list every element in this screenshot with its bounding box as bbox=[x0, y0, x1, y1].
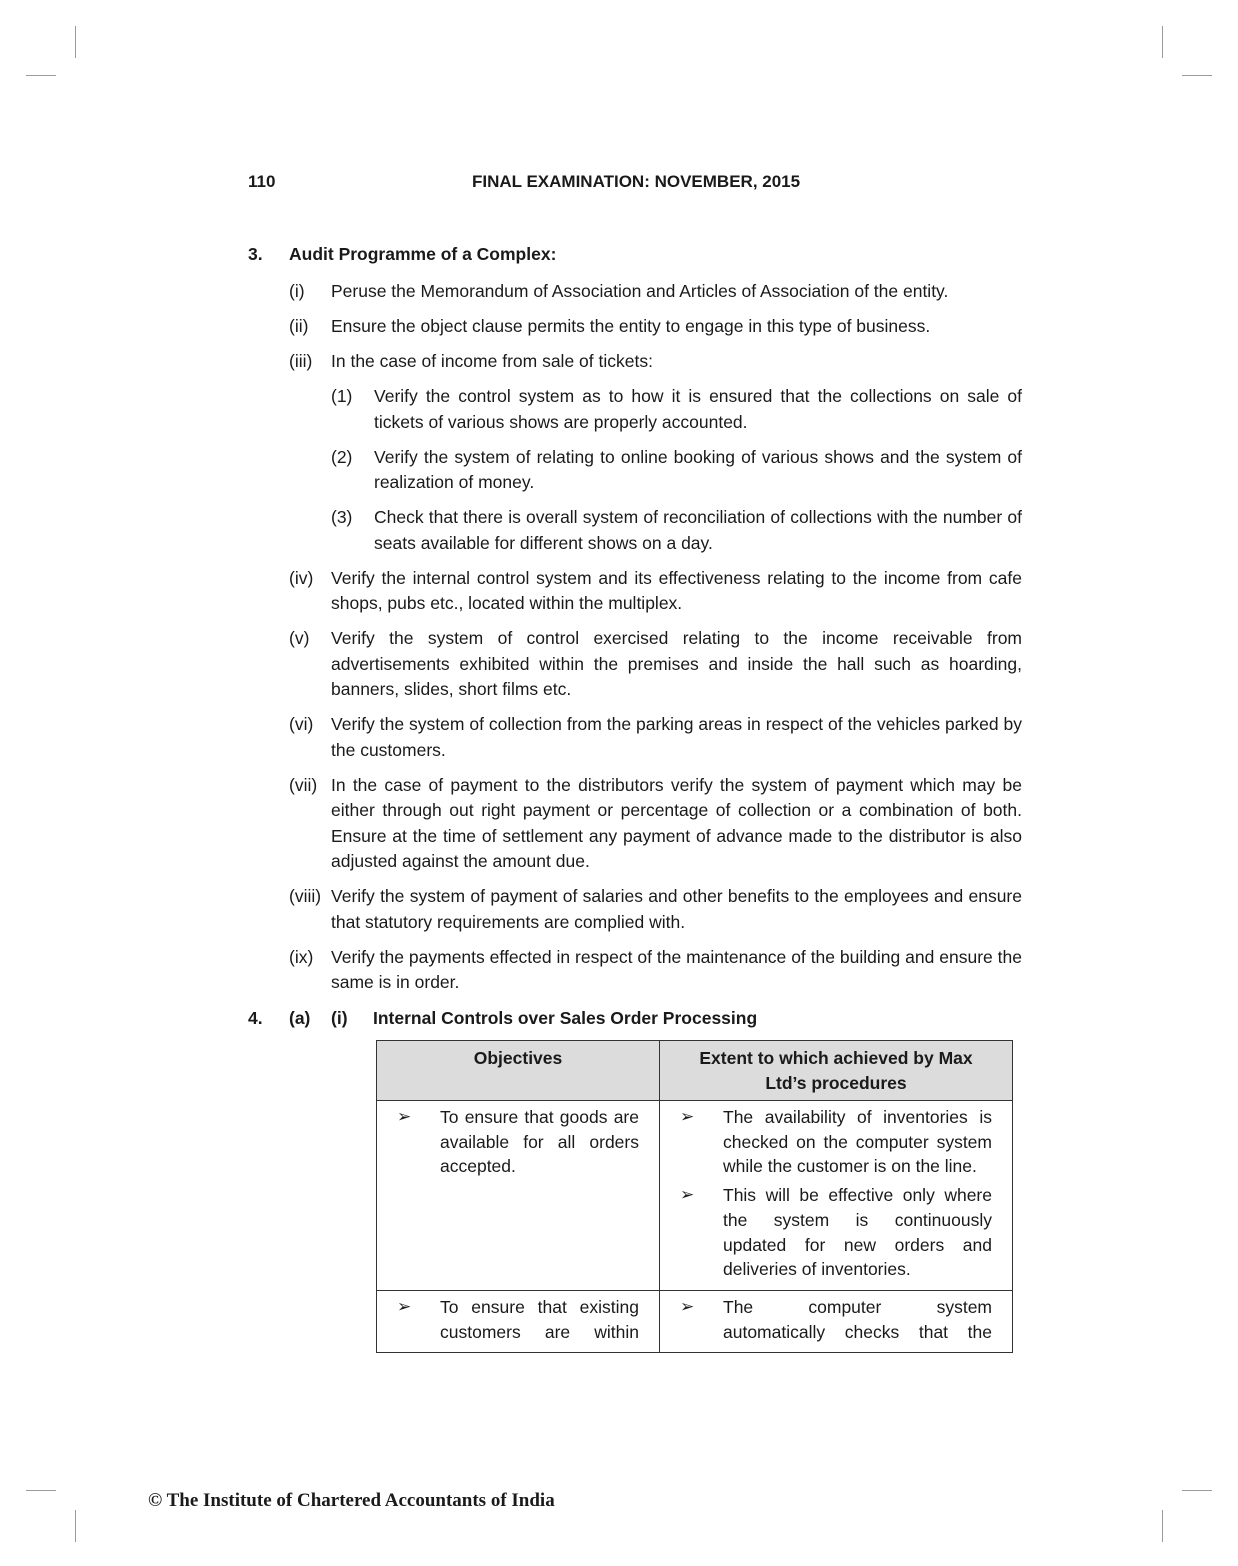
item-text: Check that there is overall system of reconciliation of collections with the number of seats available for different shows on a day. bbox=[374, 507, 1022, 553]
item-text: Verify the system of relating to online booking of various shows and the system of realization of money. bbox=[374, 446, 1022, 492]
page-header-title: FINAL EXAMINATION: NOVEMBER, 2015 bbox=[472, 172, 801, 191]
ticket-income-sublist bbox=[331, 384, 1022, 556]
extent-cell bbox=[660, 1101, 1013, 1291]
column-header-objectives: Objectives bbox=[377, 1041, 660, 1101]
crop-mark bbox=[1162, 26, 1163, 58]
bullet-point bbox=[397, 1105, 639, 1179]
internal-controls-table bbox=[376, 1040, 1013, 1353]
objective-cell bbox=[377, 1101, 660, 1291]
list-item bbox=[289, 773, 1022, 875]
arrow-bullet-icon: ➢ bbox=[397, 1107, 412, 1126]
item-text: Verify the control system as to how it is ensured that the collections on sale of tickets of various shows are properly accounted. bbox=[374, 386, 1022, 432]
table-header-row bbox=[377, 1041, 1013, 1101]
page-number: 110 bbox=[248, 172, 276, 191]
question-number: 4. bbox=[248, 1008, 263, 1028]
item-label: (ix) bbox=[289, 946, 314, 967]
crop-mark bbox=[26, 75, 56, 76]
arrow-bullet-icon: ➢ bbox=[680, 1185, 695, 1205]
bullet-text: The computer system automatically checks that the bbox=[723, 1296, 992, 1342]
item-label: (vii) bbox=[289, 774, 318, 795]
crop-mark bbox=[1162, 1510, 1163, 1542]
bullet-text: This will be effective only where the system is continuously updated for new orders and deliveries of inventories. bbox=[723, 1185, 992, 1280]
objective-cell bbox=[377, 1290, 660, 1352]
bullet-point bbox=[680, 1105, 992, 1179]
item-text: Verify the payments effected in respect of the maintenance of the building and ensure the same is in order. bbox=[331, 946, 1022, 992]
item-text: Verify the system of payment of salaries and other benefits to the employees and ensure that statutory requirements are complied with. bbox=[331, 886, 1022, 932]
item-label: (2) bbox=[331, 446, 353, 467]
item-text: In the case of income from sale of tickets: bbox=[331, 351, 653, 371]
list-item bbox=[289, 712, 1022, 763]
table-row bbox=[377, 1290, 1013, 1352]
column-header-extent: Extent to which achieved by Max Ltd’s procedures bbox=[660, 1041, 1013, 1101]
item-label: (ii) bbox=[289, 316, 309, 336]
item-text: Peruse the Memorandum of Association and Articles of Association of the entity. bbox=[331, 281, 949, 301]
item-label: (3) bbox=[331, 507, 353, 527]
sub-list-item bbox=[331, 505, 1022, 556]
bullet-text: To ensure that existing customers are within bbox=[440, 1296, 639, 1342]
arrow-bullet-icon: ➢ bbox=[680, 1107, 695, 1126]
list-item bbox=[289, 566, 1022, 617]
question-subpart: (i) bbox=[331, 1008, 348, 1028]
question-title: Internal Controls over Sales Order Processing bbox=[373, 1008, 758, 1028]
bullet-point bbox=[397, 1295, 639, 1344]
item-label: (v) bbox=[289, 628, 310, 648]
item-text: Verify the internal control system and its effectiveness relating to the income from cafe shops, pubs etc., located within the multiplex. bbox=[331, 567, 1022, 613]
item-label: (1) bbox=[331, 386, 353, 406]
crop-mark bbox=[1182, 75, 1212, 76]
item-label: (i) bbox=[289, 281, 305, 301]
extent-cell bbox=[660, 1290, 1013, 1352]
item-label: (viii) bbox=[289, 886, 322, 906]
question-number: 3. bbox=[248, 244, 263, 264]
item-text: In the case of payment to the distributors verify the system of payment which may be either through out right payment or percentage of collection or a combination of both. Ensure at the time of settlement any payment of advance made to the distributor is also adjusted against the amount due. bbox=[331, 774, 1022, 871]
crop-mark bbox=[26, 1490, 56, 1491]
list-item bbox=[289, 884, 1022, 935]
audit-programme-list bbox=[289, 279, 1022, 1005]
list-item bbox=[289, 314, 1022, 340]
list-item bbox=[289, 279, 1022, 305]
bullet-point bbox=[680, 1183, 992, 1282]
item-text: Ensure the object clause permits the entity to engage in this type of business. bbox=[331, 316, 931, 336]
arrow-bullet-icon: ➢ bbox=[680, 1296, 695, 1316]
item-label: (vi) bbox=[289, 714, 314, 734]
list-item bbox=[289, 349, 1022, 375]
list-item bbox=[289, 626, 1022, 703]
item-label: (iii) bbox=[289, 351, 313, 371]
bullet-text: To ensure that goods are available for all orders accepted. bbox=[440, 1107, 639, 1177]
item-text: Verify the system of control exercised relating to the income receivable from advertisements exhibited within the premises and inside the hall such as hoarding, banners, slides, short films etc. bbox=[331, 628, 1022, 699]
table-row bbox=[377, 1101, 1013, 1291]
sub-list-item bbox=[331, 445, 1022, 496]
item-text: Verify the system of collection from the parking areas in respect of the vehicles parked by the customers. bbox=[331, 714, 1022, 760]
copyright-footer: © The Institute of Chartered Accountants of India bbox=[148, 1490, 555, 1511]
arrow-bullet-icon: ➢ bbox=[397, 1296, 412, 1316]
crop-mark bbox=[75, 1510, 76, 1542]
list-item bbox=[289, 945, 1022, 996]
sub-list-item bbox=[331, 384, 1022, 435]
crop-mark bbox=[75, 26, 76, 58]
crop-mark bbox=[1182, 1490, 1212, 1491]
question-title: Audit Programme of a Complex: bbox=[289, 244, 557, 264]
bullet-text: The availability of inventories is checked on the computer system while the customer is on the line. bbox=[723, 1107, 992, 1177]
item-label: (iv) bbox=[289, 567, 314, 588]
bullet-point bbox=[680, 1295, 992, 1344]
question-part: (a) bbox=[289, 1008, 311, 1028]
